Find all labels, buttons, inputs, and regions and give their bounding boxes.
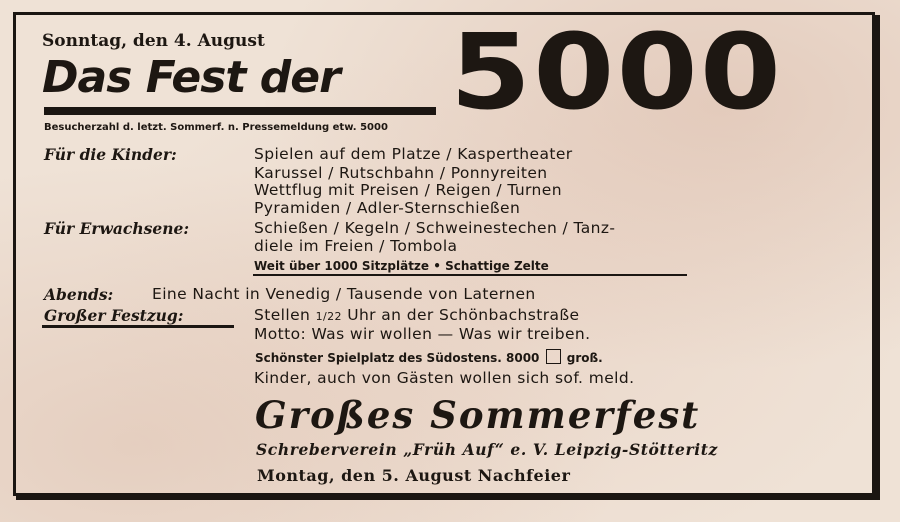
festzug-label: Großer Festzug: — [44, 306, 184, 325]
spielplatz-post: groß. — [566, 351, 603, 365]
event-date: Sonntag, den 4. August — [42, 31, 265, 51]
seating-note: Weit über 1000 Sitzplätze • Schattige Zelte — [254, 259, 549, 273]
frame-shadow-right — [875, 15, 880, 500]
abends-label: Abends: — [44, 285, 114, 304]
frame-shadow-bottom — [16, 495, 880, 500]
abends-text: Eine Nacht in Venedig / Tausende von Laternen — [152, 285, 536, 303]
festzug-line1-post: Uhr an der Schönbachstraße — [341, 306, 580, 324]
kinder-line-3: Wettflug mit Preisen / Reigen / Turnen — [254, 181, 562, 199]
sommerfest-title: Großes Sommerfest — [255, 393, 701, 437]
erwachsene-line-1: Schießen / Kegeln / Schweinestechen / Tanz- — [254, 219, 616, 237]
festzug-motto: Motto: Was wir wollen — Was wir treiben. — [254, 325, 591, 343]
spielplatz-line — [255, 349, 603, 365]
seating-underline — [253, 274, 687, 276]
kinder-label: Für die Kinder: — [44, 145, 177, 164]
fest-title: Das Fest der — [42, 52, 340, 103]
kinder-line-2: Karussel / Rutschbahn / Ponnyreiten — [254, 164, 548, 182]
visitors-note: Besucherzahl d. letzt. Sommerf. n. Pressemeldung etw. 5000 — [44, 122, 388, 133]
kinder-meld-line: Kinder, auch von Gästen wollen sich sof. meld. — [254, 369, 635, 387]
nachfeier-line: Montag, den 5. August Nachfeier — [257, 466, 571, 485]
erwachsene-label: Für Erwachsene: — [44, 219, 190, 238]
big-number: 5000 — [450, 11, 784, 133]
square-symbol-icon — [546, 349, 561, 364]
kinder-line-1: Spielen auf dem Platze / Kaspertheater — [254, 145, 573, 163]
spielplatz-pre: Schönster Spielplatz des Südostens. 8000 — [255, 351, 540, 365]
festzug-fraction: 1/22 — [315, 310, 342, 323]
festzug-line-1 — [254, 306, 580, 324]
title-underline — [44, 107, 436, 115]
festzug-line1-pre: Stellen — [254, 306, 316, 324]
kinder-line-4: Pyramiden / Adler-Sternschießen — [254, 199, 521, 217]
festzug-underline — [42, 325, 234, 328]
erwachsene-line-2: diele im Freien / Tombola — [254, 237, 458, 255]
verein-line: Schreberverein „Früh Auf“ e. V. Leipzig-Stötteritz — [256, 440, 718, 459]
